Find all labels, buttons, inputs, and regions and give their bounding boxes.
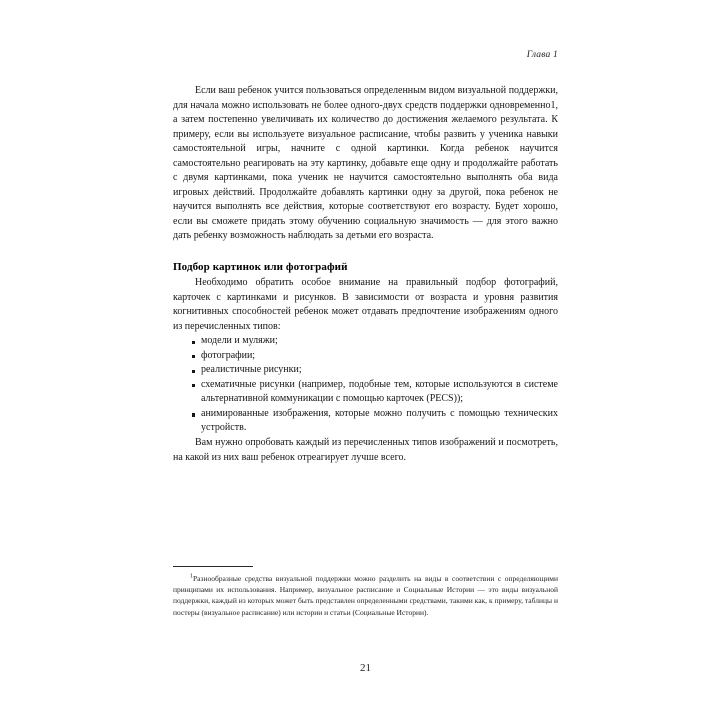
footnote-area — [173, 566, 558, 618]
list-item: фотографии; — [173, 349, 558, 364]
image-types-list — [173, 334, 558, 436]
list-item: модели и муляжи; — [173, 334, 558, 349]
list-item: анимированные изображения, которые можно получить с помощью технических устройств. — [173, 407, 558, 436]
section-closing-paragraph: Вам нужно опробовать каждый из перечисленных типов изображений и посмотреть, на какой из них ваш ребенок отреагирует лучше всего. — [173, 437, 558, 463]
footnote-marker: 1 — [190, 573, 193, 580]
page-number: 21 — [360, 662, 371, 674]
list-item: реалистичные рисунки; — [173, 363, 558, 378]
main-text-block — [173, 84, 558, 465]
section-heading: Подбор картинок или фотографий — [173, 261, 348, 274]
section-intro-paragraph: Необходимо обратить особое внимание на правильный подбор фотографий, карточек с картинками и рисунков. В зависимости от возраста и уровня развития когнитивных способностей ребенок может отдавать предпочтение изображениям одного из перечисленных типов: — [173, 277, 558, 332]
running-head: Глава 1 — [526, 50, 558, 60]
footnote-body: Разнообразные средства визуальной поддержки можно разделить на виды в соответствии с определяющими принципами их использования. Например, визуальное расписание и Социальные Истории — это виды визуальной поддержки, каждый из которых может быть представлен определенными средствами, такими как, к примеру, таблицы и постеры (визуальное расписание) или истории и статьи (Социальные Истории). — [173, 574, 558, 617]
body-paragraph: Если ваш ребенок учится пользоваться определенным видом визуальной поддержки, для начала можно использовать не более одного-двух средств поддержки одновременно1, а затем постепенно увеличивать их количество до достижения желаемого результата. К примеру, если вы используете визуальное расписание, чтобы развить у ученика навыки самостоятельной игры, начните с одной картинки. Когда ребенок научится самостоятельно реагировать на эту картинку, добавьте еще одну и продолжайте работать с двумя картинками, пока ученик не научится самостоятельно выполнять оба вида игровых действий. Продолжайте добавлять картинки одну за другой, пока ребенок не научится выполнять все действия, которые соответствуют его возрасту. Будет хорошо, если вы сможете придать этому обучению социальную значимость — для этого важно дать ребенку возможность наблюдать за детьми его возраста. — [173, 85, 558, 242]
list-item: схематичные рисунки (например, подобные тем, которые используются в системе альтернативной коммуникации с помощью карточек (PECS)); — [173, 378, 558, 407]
footnote-separator-rule — [173, 566, 253, 567]
footnote-text — [173, 573, 558, 618]
